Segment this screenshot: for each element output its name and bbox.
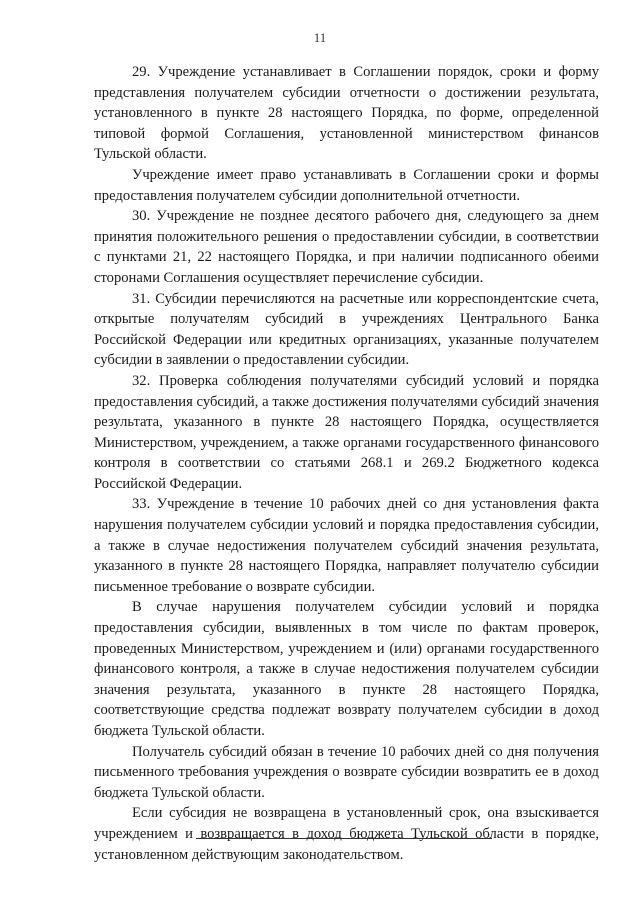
paragraph-31: 31. Субсидии перечисляются на расчетные или корреспондентские счета, открытые получателям субсидий в учреждениях Центрального Банка Российской Федерации или кредитных организациях, указанные получателем субсидии в заявлении о предоставлении субсидии.	[94, 290, 599, 369]
end-separator-line	[196, 838, 492, 839]
paragraph-additional-reporting: Учреждение имеет право устанавливать в Соглашении сроки и формы предоставления получателем субсидии дополнительной отчетности.	[94, 166, 599, 204]
paragraph-recovery: Если субсидия не возвращена в установленный срок, она взыскивается учреждением и возвращается в доход бюджета Тульской области в порядке, установленном действующим законодательством.	[94, 805, 599, 863]
paragraph-32: 32. Проверка соблюдения получателями субсидий условий и порядка предоставления субсидий, а также достижения получателями субсидий значения результата, указанного в пункте 28 настоящего Порядка, осуществляется Министерством, учреждением, а также органами государственного финансового контроля в соответствии со статьями 268.1 и 269.2 Бюджетного кодекса Российской Федерации.	[94, 372, 599, 492]
paragraph-violation-refund: В случае нарушения получателем субсидии условий и порядка предоставления субсидии, выявленных в том числе по фактам проверок, проведенных Министерством, учреждением и (или) органами государственного финансового контроля, а также в случае недостижения получателем субсидии значения результата, указанного в пункте 28 настоящего Порядка, соответствующие средства подлежат возврату получателем субсидии в доход бюджета Тульской области.	[94, 599, 599, 739]
paragraph-33: 33. Учреждение в течение 10 рабочих дней со дня установления факта нарушения получателем субсидии условий и порядка предоставления субсидии, а также в случае недостижения получателем субсидий значения результата, указанного в пункте 28 настоящего Порядка, направляет получателю субсидии письменное требование о возврате субсидии.	[94, 496, 599, 595]
paragraph-refund-deadline: Получатель субсидий обязан в течение 10 рабочих дней со дня получения письменного требования учреждения о возврате субсидии возвратить ее в доход бюджета Тульской области.	[94, 743, 599, 801]
document-body	[94, 62, 599, 865]
paragraph-29: 29. Учреждение устанавливает в Соглашении порядок, сроки и форму представления получателем субсидии отчетности о достижении результата, установленного в пункте 28 настоящего Порядка, по форме, определенной типовой формой Соглашения, установленной министерством финансов Тульской области.	[94, 64, 599, 163]
paragraph-30: 30. Учреждение не позднее десятого рабочего дня, следующего за днем принятия положительного решения о предоставлении субсидии, в соответствии с пунктами 21, 22 настоящего Порядка, и при наличии подписанного обеими сторонами Соглашения осуществляет перечисление субсидии.	[94, 208, 599, 286]
page-number: 11	[313, 30, 327, 45]
